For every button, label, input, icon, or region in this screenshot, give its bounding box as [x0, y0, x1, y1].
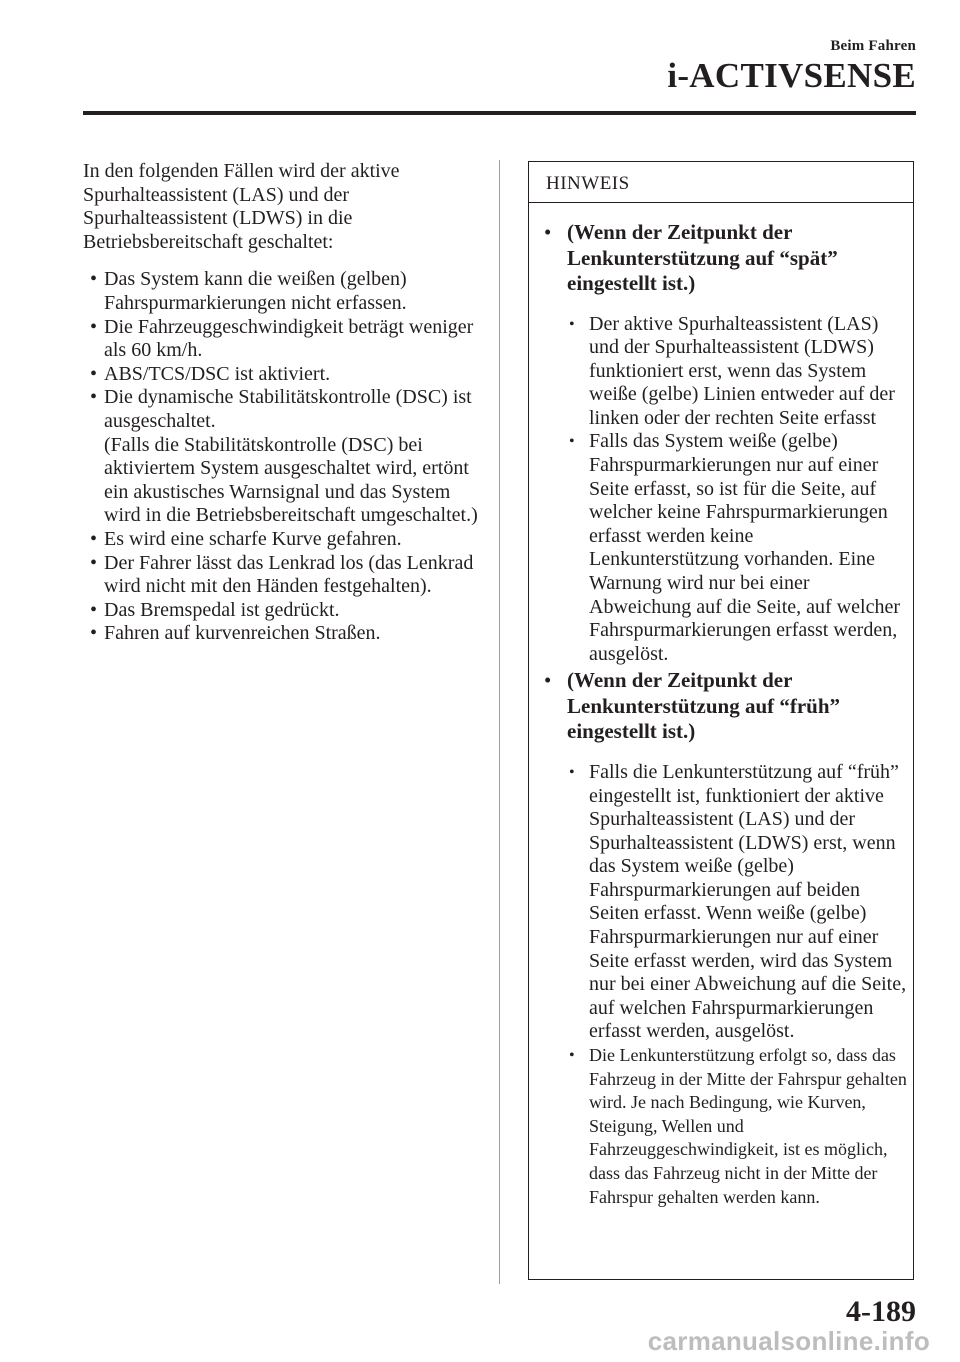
list-item: • Der Fahrer lässt das Lenkrad los (das Lenkrad wird nicht mit den Händen festgehalten). — [90, 551, 474, 598]
list-item: • Der aktive Spurhalteassistent (LAS) und der Spurhalteassistent (LDWS) funktioniert erst, wenn das System weiße (gelbe) Linien entweder auf der linken oder der rechten Seite erfasst — [569, 312, 895, 429]
bullet-icon: • — [90, 527, 98, 550]
note-body — [529, 203, 913, 1209]
note-sublist-late — [539, 313, 907, 667]
column-divider — [499, 160, 500, 1284]
bullet-icon: • — [90, 622, 98, 645]
list-item: • Das Bremspedal ist gedrückt. — [90, 598, 340, 621]
bullet-icon: • — [569, 315, 575, 333]
bullet-icon: • — [569, 1047, 575, 1065]
note-sublist-early — [539, 761, 907, 1209]
header-rule — [83, 111, 916, 115]
list-item: • Die dynamische Stabilitätskontrolle (DSC) ist ausgeschaltet. — [90, 386, 472, 432]
intro-paragraph: In den folgenden Fällen wird der aktive Spurhalteassistent (LAS) und der Spurhalteassistent (LDWS) in die Betriebsbereitschaft geschaltet: — [83, 160, 400, 253]
bullet-icon: • — [90, 315, 98, 338]
page-number: 4-189 — [846, 1295, 916, 1328]
bullet-icon: • — [90, 362, 98, 385]
bullet-icon: • — [90, 551, 98, 574]
list-item-continuation: (Falls die Stabilitätskontrolle (DSC) bei aktiviertem System ausgeschaltet wird, ertönt ein akustisches Warnsignal und das System wird in die Betriebsbereitschaft umgeschaltet.) — [104, 433, 478, 527]
list-item: • Die Lenkunterstützung erfolgt so, dass das Fahrzeug in der Mitte der Fahrspur gehalten wird. Je nach Bedingung, wie Kurven, Steigung, Wellen und Fahrzeuggeschwindigkeit, ist es möglich, dass das Fahrzeug nicht in der Mitte der Fahrspur gehalten werden kann. — [569, 1045, 907, 1207]
list-item: • Das System kann die weißen (gelben) Fahrspurmarkierungen nicht erfassen. — [90, 268, 407, 314]
note-condition-early: • (Wenn der Zeitpunkt der Lenkunterstützung auf “früh” eingestellt ist.) — [544, 668, 841, 744]
section-label: Beim Fahren — [830, 38, 916, 54]
bullet-icon: • — [569, 433, 575, 451]
note-condition-late: • (Wenn der Zeitpunkt der Lenkunterstützung auf “spät” eingestellt ist.) — [544, 220, 838, 295]
bullet-icon: • — [544, 668, 552, 693]
list-item: • Die Fahrzeuggeschwindigkeit beträgt weniger als 60 km/h. — [90, 315, 474, 362]
left-column — [83, 160, 488, 646]
bullet-icon: • — [90, 598, 98, 621]
list-item: • ABS/TCS/DSC ist aktiviert. — [90, 362, 331, 385]
list-item: • Es wird eine scharfe Kurve gefahren. — [90, 527, 402, 550]
bullet-icon: • — [544, 220, 552, 244]
bullet-icon: • — [90, 386, 98, 409]
bullet-icon: • — [90, 268, 98, 291]
watermark: carmanualsonline.info — [647, 1326, 930, 1356]
note-box — [528, 161, 914, 1280]
list-item: • Falls das System weiße (gelbe) Fahrspurmarkierungen nur auf einer Seite erfasst, so ist für die Seite, auf welcher keine Fahrspurmarkierungen erfasst werden keine Lenkunterstützung vorhanden. Eine Warnung wird nur bei einer Abweichung auf die Seite, auf welcher Fahrspurmarkierungen erfasst werden, ausgelöst. — [569, 430, 900, 665]
bullet-icon: • — [569, 763, 575, 781]
condition-list — [83, 268, 488, 646]
chapter-title: i-ACTIVSENSE — [667, 56, 916, 95]
list-item: • Fahren auf kurvenreichen Straßen. — [90, 622, 381, 645]
list-item: • Falls die Lenkunterstützung auf “früh” eingestellt ist, funktioniert der aktive Spurhalteassistent (LAS) und der Spurhalteassistent (LDWS) erst, wenn das System weiße (gelbe) Fahrspurmarkierungen auf beiden Seiten erfasst. Wenn weiße (gelbe) Fahrspurmarkierungen nur auf einer Seite erfasst werden, wird das System nur bei einer Abweichung auf die Seite, auf welchen Fahrspurmarkierungen erfasst werden, ausgelöst. — [569, 760, 907, 1043]
note-heading: HINWEIS — [529, 162, 913, 203]
